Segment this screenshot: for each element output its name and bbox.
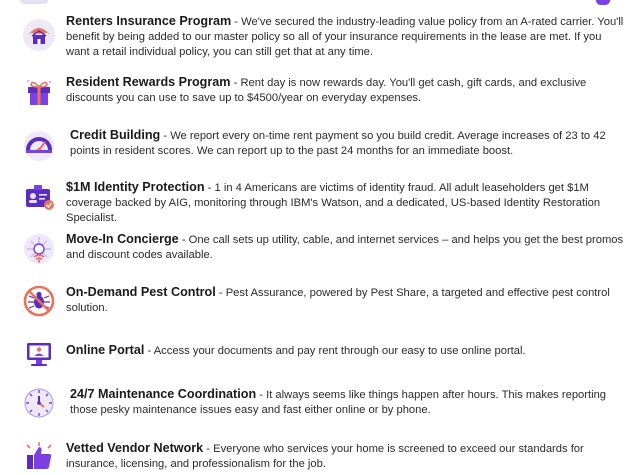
benefit-text	[70, 387, 630, 418]
benefit-text	[66, 343, 626, 359]
benefit-text	[66, 75, 626, 106]
benefit-description: One call sets up utility, cable, and internet services – and helps you get the best promos and discount codes available.	[66, 234, 624, 262]
benefit-title: $1M Identity Protection	[66, 180, 205, 194]
title-separator: -	[178, 234, 189, 246]
benefit-title: Online Portal	[66, 343, 145, 357]
monitor-icon	[22, 337, 56, 371]
benefit-text	[66, 441, 626, 472]
title-separator: -	[256, 389, 267, 401]
title-separator: -	[204, 182, 215, 194]
title-separator: -	[160, 130, 171, 142]
benefit-text	[66, 285, 626, 316]
benefit-description: Everyone who services your home is screened to exceed our standards for insurance, licensing, and professionalism for the job.	[66, 443, 584, 471]
thumbs-up-icon	[22, 441, 56, 475]
benefit-text	[70, 128, 630, 159]
benefit-description: Access your documents and pay rent through our easy to use online portal.	[153, 345, 526, 357]
benefit-text	[66, 232, 626, 263]
benefit-title: Renters Insurance Program	[66, 14, 232, 28]
title-separator: -	[230, 77, 241, 89]
benefit-title: Move-In Concierge	[66, 232, 179, 246]
benefit-title: Credit Building	[70, 128, 161, 142]
benefit-title: 24/7 Maintenance Coordination	[70, 387, 257, 401]
decor-bar-left	[20, 0, 48, 4]
benefit-description: Rent day is now rewards day. You'll get cash, gift cards, and exclusive discounts you can use to save up to $4500/year on everyday expenses.	[66, 77, 587, 105]
gift-icon	[22, 75, 56, 109]
decor-bar-right	[596, 0, 610, 5]
title-separator: -	[203, 443, 214, 455]
top-decoration	[0, 0, 640, 6]
benefit-description: We report every on-time rent payment so you build credit. Average increases of 23 to 42 points in resident scores. We can report up to the past 24 months for an immediate boost.	[70, 130, 606, 158]
benefit-title: Resident Rewards Program	[66, 75, 231, 89]
benefit-text	[66, 14, 626, 61]
concierge-icon	[22, 232, 56, 266]
title-separator: -	[144, 345, 154, 357]
benefit-description: Pest Assurance, powered by Pest Share, a targeted and effective pest control solution.	[66, 287, 610, 315]
title-separator: -	[215, 287, 226, 299]
credit-gauge-icon	[22, 128, 56, 162]
umbrella-icon	[22, 18, 56, 52]
benefit-description: We've secured the industry-leading value policy from an A-rated carrier. You'll benefit by being added to our master policy so all of your insurance requirements in the lease are met. If you want a retail individual policy, you can still get that at any time.	[66, 16, 624, 59]
clock-icon	[22, 386, 56, 420]
no-bug-icon	[22, 284, 56, 318]
benefit-description: 1 in 4 Americans are victims of identity fraud. All adult leaseholders get $1M coverage backed by AIG, monitoring through IBM's Watson, and a dedicated, US-based Identity Restoration Specialist.	[66, 182, 601, 225]
identity-card-icon	[22, 180, 56, 214]
benefit-description: It always seems like things happen after hours. This makes reporting those pesky maintenance issues easy and fast either online or by phone.	[70, 389, 607, 417]
benefit-title: Vetted Vendor Network	[66, 441, 204, 455]
benefit-text	[66, 180, 626, 227]
title-separator: -	[231, 16, 242, 28]
benefit-title: On-Demand Pest Control	[66, 285, 216, 299]
